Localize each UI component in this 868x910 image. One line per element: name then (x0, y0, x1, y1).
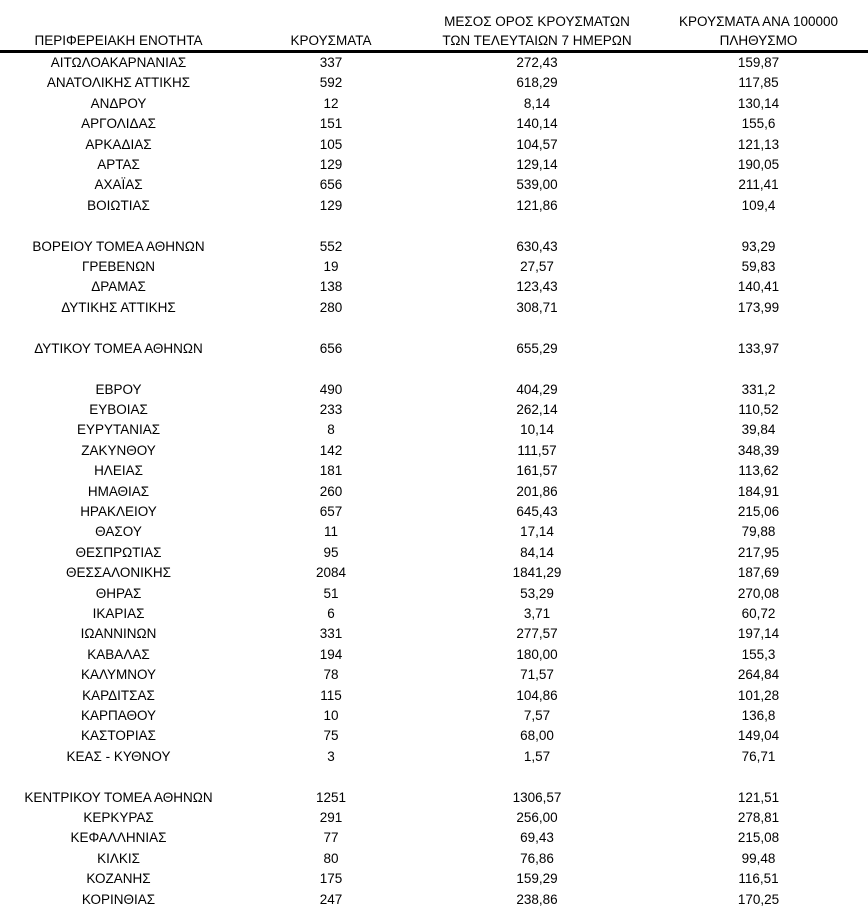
region-name-cell: ΚΑΣΤΟΡΙΑΣ (81, 728, 156, 744)
cases-value-cell: 11 (323, 524, 338, 540)
cases-value-cell: 142 (319, 442, 343, 458)
table-row (0, 114, 868, 134)
cases-value-cell: 129 (319, 197, 343, 213)
cases-value-cell: 77 (323, 830, 339, 846)
table-row (0, 604, 868, 624)
avg-7-days-value-cell: 123,43 (516, 279, 558, 295)
region-name-cell: ΚΑΡΔΙΤΣΑΣ (82, 687, 155, 703)
col-header-avg-7-days (425, 0, 649, 52)
col-header-avg-7-days-line1: ΜΕΣΟΣ ΟΡΟΣ ΚΡΟΥΣΜΑΤΩΝ (444, 14, 630, 29)
table-row (0, 441, 868, 461)
avg-7-days-value-cell: 404,29 (516, 381, 558, 397)
per-100000-value-cell: 121,13 (737, 136, 780, 152)
region-name-cell: ΖΑΚΥΝΘΟΥ (81, 442, 156, 458)
spacer-row (0, 318, 868, 338)
table-row (0, 808, 868, 828)
avg-7-days-value-cell: 159,29 (516, 871, 558, 887)
table-row (0, 686, 868, 706)
avg-7-days-value-cell: 69,43 (520, 830, 554, 846)
region-name-cell: ΑΡΤΑΣ (97, 157, 140, 173)
region-name-cell: ΚΑΛΥΜΝΟΥ (80, 667, 157, 683)
avg-7-days-value-cell: 161,57 (516, 463, 558, 479)
per-100000-value-cell: 170,25 (737, 891, 780, 907)
table-row (0, 400, 868, 420)
table-row (0, 665, 868, 685)
per-100000-value-cell: 60,72 (741, 605, 776, 621)
avg-7-days-value-cell: 8,14 (523, 95, 551, 111)
per-100000-value-cell: 110,52 (738, 401, 779, 417)
avg-7-days-value-cell: 111,57 (517, 442, 557, 458)
region-name-cell: ΙΩΑΝΝΙΝΩΝ (80, 626, 157, 642)
table-row (0, 584, 868, 604)
region-name-cell: ΚΑΡΠΑΘΟΥ (80, 708, 157, 723)
per-100000-value-cell: 39,84 (741, 422, 776, 438)
per-100000-value-cell: 197,14 (737, 626, 780, 642)
per-100000-value-cell: 133,97 (737, 340, 780, 356)
region-name-cell: ΑΡΓΟΛΙΔΑΣ (81, 116, 156, 132)
table-row (0, 502, 868, 522)
table-row (0, 482, 868, 502)
table-row (0, 155, 868, 175)
avg-7-days-value-cell: 7,57 (523, 708, 551, 723)
avg-7-days-value-cell: 68,00 (520, 728, 554, 744)
per-100000-value-cell: 155,3 (741, 646, 776, 662)
cases-value-cell: 6 (327, 605, 335, 621)
avg-7-days-value-cell: 1841,29 (512, 565, 562, 581)
region-name-cell: ΗΛΕΙΑΣ (94, 463, 143, 479)
cases-value-cell: 337 (319, 55, 343, 70)
cases-value-cell: 247 (319, 891, 343, 907)
table-row (0, 726, 868, 746)
table-row (0, 380, 868, 400)
per-100000-value-cell: 211,41 (738, 177, 779, 193)
avg-7-days-value-cell: 238,86 (516, 891, 558, 907)
avg-7-days-value-cell: 1,57 (523, 748, 551, 764)
table-row (0, 645, 868, 665)
spacer-cell (0, 359, 868, 379)
per-100000-value-cell: 348,39 (737, 442, 780, 458)
col-header-regional-unit-label: ΠΕΡΙΦΕΡΕΙΑΚΗ ΕΝΟΤΗΤΑ (34, 33, 203, 48)
cases-value-cell: 181 (319, 463, 343, 479)
avg-7-days-value-cell: 630,43 (516, 238, 558, 254)
avg-7-days-value-cell: 256,00 (516, 810, 558, 826)
region-name-cell: ΑΝΑΤΟΛΙΚΗΣ ΑΤΤΙΚΗΣ (46, 75, 191, 91)
table-row (0, 135, 868, 155)
table-row (0, 94, 868, 114)
per-100000-value-cell: 149,04 (737, 728, 780, 744)
spacer-row (0, 359, 868, 379)
region-name-cell: ΚΕΦΑΛΛΗΝΙΑΣ (70, 830, 167, 846)
region-name-cell: ΔΡΑΜΑΣ (91, 279, 146, 295)
avg-7-days-value-cell: 1306,57 (512, 789, 562, 805)
region-name-cell: ΚΑΒΑΛΑΣ (87, 646, 150, 662)
cases-value-cell: 80 (323, 850, 339, 866)
per-100000-value-cell: 217,95 (737, 544, 780, 560)
cases-value-cell: 657 (319, 503, 343, 519)
per-100000-value-cell: 331,2 (741, 381, 776, 397)
per-100000-value-cell: 116,51 (738, 871, 779, 887)
region-name-cell: ΘΕΣΠΡΩΤΙΑΣ (75, 544, 162, 560)
table-row (0, 298, 868, 318)
region-name-cell: ΒΟΡΕΙΟΥ ΤΟΜΕΑ ΑΘΗΝΩΝ (32, 238, 205, 254)
region-name-cell: ΚΙΛΚΙΣ (97, 850, 140, 866)
avg-7-days-value-cell: 129,14 (516, 157, 558, 173)
per-100000-value-cell: 215,08 (737, 830, 780, 846)
cases-value-cell: 75 (323, 728, 339, 744)
region-name-cell: ΕΥΒΟΙΑΣ (89, 401, 148, 417)
per-100000-value-cell: 101,28 (737, 687, 780, 703)
avg-7-days-value-cell: 71,57 (520, 667, 554, 683)
per-100000-value-cell: 184,91 (737, 483, 780, 499)
per-100000-value-cell: 159,87 (737, 55, 780, 70)
per-100000-value-cell: 79,88 (741, 524, 776, 540)
table-row (0, 237, 868, 257)
table-row (0, 563, 868, 583)
avg-7-days-value-cell: 76,86 (520, 850, 554, 866)
avg-7-days-value-cell: 10,14 (520, 422, 554, 438)
table-row (0, 461, 868, 481)
avg-7-days-value-cell: 618,29 (516, 75, 558, 91)
per-100000-value-cell: 59,83 (741, 259, 776, 275)
avg-7-days-value-cell: 655,29 (516, 340, 558, 356)
avg-7-days-value-cell: 104,86 (516, 687, 558, 703)
col-header-regional-unit (0, 0, 237, 52)
cases-value-cell: 194 (319, 646, 343, 662)
col-header-per-100000-line2: ΠΛΗΘΥΣΜΟ (719, 33, 798, 48)
cases-value-cell: 175 (319, 871, 343, 887)
cases-value-cell: 2084 (315, 565, 347, 581)
region-name-cell: ΑΡΚΑΔΙΑΣ (85, 136, 152, 152)
cases-value-cell: 656 (319, 177, 343, 193)
col-header-per-100000 (649, 0, 868, 52)
cases-value-cell: 12 (323, 95, 339, 111)
table-row (0, 339, 868, 359)
per-100000-value-cell: 76,71 (741, 748, 776, 764)
table-header (0, 0, 868, 52)
per-100000-value-cell: 140,41 (737, 279, 780, 295)
per-100000-value-cell: 130,14 (737, 95, 780, 111)
region-name-cell: ΑΧΑΪΑΣ (94, 177, 143, 193)
region-name-cell: ΑΝΔΡΟΥ (90, 95, 147, 111)
cases-value-cell: 291 (319, 810, 343, 826)
per-100000-value-cell: 270,08 (737, 585, 780, 601)
cases-value-cell: 3 (327, 748, 335, 764)
table-row (0, 52, 868, 74)
cases-value-cell: 138 (319, 279, 343, 295)
cases-value-cell: 129 (319, 157, 343, 173)
region-name-cell: ΗΡΑΚΛΕΙΟΥ (80, 503, 157, 519)
spacer-cell (0, 216, 868, 236)
table-row (0, 828, 868, 848)
spacer-cell (0, 318, 868, 338)
avg-7-days-value-cell: 201,86 (516, 483, 558, 499)
cases-value-cell: 105 (319, 136, 343, 152)
per-100000-value-cell: 264,84 (737, 667, 780, 683)
spacer-cell (0, 767, 868, 787)
table-row (0, 257, 868, 277)
cases-value-cell: 19 (323, 259, 339, 275)
region-name-cell: ΘΗΡΑΣ (95, 585, 142, 601)
region-name-cell: ΒΟΙΩΤΙΑΣ (87, 197, 150, 213)
table-row (0, 747, 868, 767)
per-100000-value-cell: 190,05 (737, 157, 780, 173)
avg-7-days-value-cell: 121,86 (516, 197, 558, 213)
table-row (0, 420, 868, 440)
region-name-cell: ΚΟΖΑΝΗΣ (86, 871, 151, 887)
avg-7-days-value-cell: 180,00 (516, 646, 558, 662)
region-name-cell: ΔΥΤΙΚΟΥ ΤΟΜΕΑ ΑΘΗΝΩΝ (34, 340, 203, 356)
col-header-per-100000-line1: ΚΡΟΥΣΜΑΤΑ ΑΝΑ 100000 (679, 14, 838, 29)
per-100000-value-cell: 93,29 (741, 238, 776, 254)
cases-value-cell: 592 (319, 75, 343, 91)
avg-7-days-value-cell: 262,14 (516, 401, 558, 417)
per-100000-value-cell: 99,48 (741, 850, 776, 866)
col-header-avg-7-days-line2: ΤΩΝ ΤΕΛΕΥΤΑΙΩΝ 7 ΗΜΕΡΩΝ (442, 33, 632, 48)
region-name-cell: ΙΚΑΡΙΑΣ (92, 605, 145, 621)
cases-value-cell: 115 (320, 687, 342, 703)
per-100000-value-cell: 155,6 (741, 116, 776, 132)
cases-value-cell: 331 (319, 626, 343, 642)
cases-value-cell: 260 (319, 483, 343, 499)
avg-7-days-value-cell: 277,57 (516, 626, 558, 642)
cases-value-cell: 51 (323, 585, 339, 601)
col-header-cases (237, 0, 425, 52)
per-100000-value-cell: 121,51 (737, 789, 780, 805)
cases-value-cell: 78 (323, 667, 339, 683)
table-row (0, 73, 868, 93)
per-100000-value-cell: 215,06 (737, 503, 780, 519)
cases-value-cell: 1251 (315, 789, 347, 805)
per-100000-value-cell: 136,8 (741, 708, 776, 723)
region-name-cell: ΚΟΡΙΝΘΙΑΣ (81, 891, 156, 907)
region-name-cell: ΚΕΝΤΡΙΚΟΥ ΤΟΜΕΑ ΑΘΗΝΩΝ (24, 789, 213, 805)
avg-7-days-value-cell: 53,29 (520, 585, 554, 601)
region-name-cell: ΚΕΑΣ - ΚΥΘΝΟΥ (66, 748, 171, 764)
avg-7-days-value-cell: 3,71 (523, 605, 551, 621)
avg-7-days-value-cell: 17,14 (520, 524, 554, 540)
header-row (0, 0, 868, 52)
avg-7-days-value-cell: 272,43 (516, 55, 558, 70)
per-100000-value-cell: 187,69 (737, 565, 780, 581)
table-row (0, 890, 868, 910)
cases-value-cell: 151 (319, 116, 343, 132)
spacer-row (0, 767, 868, 787)
cases-value-cell: 95 (323, 544, 339, 560)
col-header-cases-label: ΚΡΟΥΣΜΑΤΑ (290, 33, 372, 48)
avg-7-days-value-cell: 539,00 (516, 177, 558, 193)
table-body (0, 52, 868, 910)
table-row (0, 869, 868, 889)
region-name-cell: ΘΑΣΟΥ (95, 524, 142, 540)
table-row (0, 277, 868, 297)
cases-value-cell: 233 (319, 401, 343, 417)
avg-7-days-value-cell: 140,14 (516, 116, 558, 132)
region-name-cell: ΑΙΤΩΛΟΑΚΑΡΝΑΝΙΑΣ (50, 55, 187, 70)
avg-7-days-value-cell: 84,14 (520, 544, 554, 560)
region-name-cell: ΘΕΣΣΑΛΟΝΙΚΗΣ (65, 565, 172, 581)
per-100000-value-cell: 113,62 (738, 463, 779, 479)
per-100000-value-cell: 278,81 (737, 810, 780, 826)
table-row (0, 175, 868, 195)
region-name-cell: ΚΕΡΚΥΡΑΣ (83, 810, 154, 826)
region-name-cell: ΓΡΕΒΕΝΩΝ (81, 259, 156, 275)
table-row (0, 849, 868, 869)
cases-value-cell: 10 (323, 708, 339, 723)
table-row (0, 788, 868, 808)
table-row (0, 196, 868, 216)
region-name-cell: ΕΥΡΥΤΑΝΙΑΣ (76, 422, 161, 438)
avg-7-days-value-cell: 27,57 (520, 259, 554, 275)
cases-value-cell: 280 (319, 299, 343, 315)
avg-7-days-value-cell: 308,71 (516, 299, 558, 315)
per-100000-value-cell: 173,99 (737, 299, 780, 315)
table-row (0, 624, 868, 644)
per-100000-value-cell: 109,4 (741, 197, 776, 213)
spacer-row (0, 216, 868, 236)
region-name-cell: ΔΥΤΙΚΗΣ ΑΤΤΙΚΗΣ (61, 299, 176, 315)
per-100000-value-cell: 117,85 (738, 75, 779, 91)
table-row (0, 522, 868, 542)
cases-value-cell: 552 (319, 238, 343, 254)
avg-7-days-value-cell: 645,43 (516, 503, 558, 519)
avg-7-days-value-cell: 104,57 (516, 136, 558, 152)
region-name-cell: ΗΜΑΘΙΑΣ (87, 483, 150, 499)
table-row (0, 543, 868, 563)
table-row (0, 706, 868, 726)
cases-value-cell: 656 (319, 340, 343, 356)
cases-value-cell: 8 (327, 422, 335, 438)
cases-value-cell: 490 (319, 381, 343, 397)
region-name-cell: ΕΒΡΟΥ (95, 381, 142, 397)
